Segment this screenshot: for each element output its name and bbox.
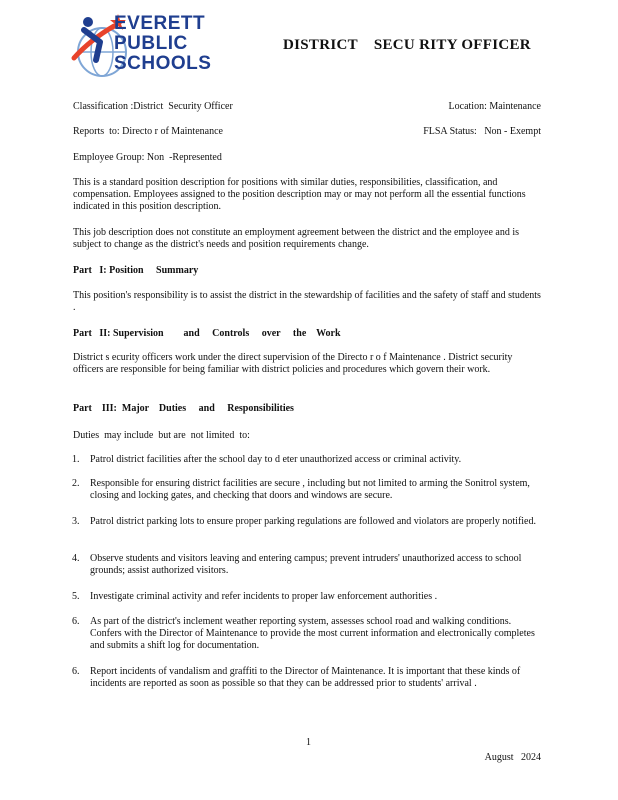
page-title: DISTRICT SECU RITY OFFICER bbox=[283, 37, 531, 53]
duty-number: 6. bbox=[72, 666, 80, 677]
duty-text: Responsible for ensuring district facilities are secure , including but not limited to arming the Sonitrol system, closing and locking gates, and checking that doors and windows are secure. bbox=[90, 478, 530, 501]
duties-intro: Duties may include but are not limited to: bbox=[73, 430, 250, 441]
reports-to-field: Reports to: Directo r of Maintenance bbox=[73, 126, 223, 137]
duty-item-6 bbox=[72, 616, 544, 652]
logo-line-3: SCHOOLS bbox=[114, 53, 212, 74]
part3-heading: Part III: Major Duties and Responsibilities bbox=[73, 403, 294, 414]
school-logo bbox=[70, 12, 240, 80]
duty-number: 6. bbox=[72, 616, 80, 627]
intro-paragraph-1: This is a standard position description for positions with similar duties, responsibilities, classification, and compensation. Employees assigned to the position description may or may not perform all the essential functions indicated in this position description. bbox=[73, 177, 526, 212]
part2-text: District s ecurity officers work under the direct supervision of the Directo r o f Maintenance . District security officers are responsible for being familiar with district policies and procedures which govern their work. bbox=[73, 352, 513, 375]
duty-number: 2. bbox=[72, 478, 80, 489]
duty-number: 1. bbox=[72, 454, 80, 465]
duty-item-4 bbox=[72, 553, 544, 577]
duty-text: Patrol district facilities after the school day to d eter unauthorized access or criminal activity. bbox=[90, 454, 462, 465]
duty-item-7 bbox=[72, 666, 544, 690]
duty-item-3 bbox=[72, 516, 544, 528]
duty-item-2 bbox=[72, 478, 544, 502]
logo-line-2: PUBLIC bbox=[114, 33, 188, 54]
logo-line-1: EVERETT bbox=[114, 13, 206, 34]
duty-text: As part of the district's inclement weather reporting system, assesses school road and walking conditions. Confers with the Director of Maintenance to provide the most current information and electronically completes and submits a shift log for documentation. bbox=[90, 616, 535, 651]
duty-text: Report incidents of vandalism and graffiti to the Director of Maintenance. It is important that these kinds of incidents are reported as soon as possible so that they can be addressed prior to students' arrival . bbox=[90, 666, 521, 689]
logo-wordmark bbox=[114, 14, 211, 74]
intro-paragraph-2: This job description does not constitute an employment agreement between the district and the employee and is subject to change as the district's needs and position requirements change. bbox=[73, 227, 519, 250]
duty-number: 3. bbox=[72, 516, 80, 527]
duty-number: 4. bbox=[72, 553, 80, 564]
part2-heading: Part II: Supervision and Controls over the Work bbox=[73, 328, 341, 339]
page-number: 1 bbox=[306, 737, 311, 748]
location-field: Location: Maintenance bbox=[448, 101, 541, 112]
classification-field: Classification :District Security Officer bbox=[73, 101, 233, 112]
part1-heading: Part I: Position Summary bbox=[73, 265, 199, 276]
flsa-status-field: FLSA Status: Non - Exempt bbox=[423, 126, 541, 137]
duty-item-5 bbox=[72, 591, 544, 603]
duty-item-1 bbox=[72, 454, 544, 466]
duty-text: Observe students and visitors leaving and entering campus; prevent intruders' unauthorized access to school grounds; assist authorized visitors. bbox=[90, 553, 522, 576]
duty-text: Patrol district parking lots to ensure proper parking regulations are followed and violators are properly notified. bbox=[90, 516, 536, 527]
duty-number: 5. bbox=[72, 591, 80, 602]
revision-date: August 2024 bbox=[484, 752, 541, 763]
duty-text: Investigate criminal activity and refer incidents to proper law enforcement authorities . bbox=[90, 591, 438, 602]
part1-text: This position's responsibility is to assist the district in the stewardship of facilities and the safety of staff and students . bbox=[73, 290, 541, 313]
employee-group-field: Employee Group: Non -Represented bbox=[73, 152, 222, 163]
